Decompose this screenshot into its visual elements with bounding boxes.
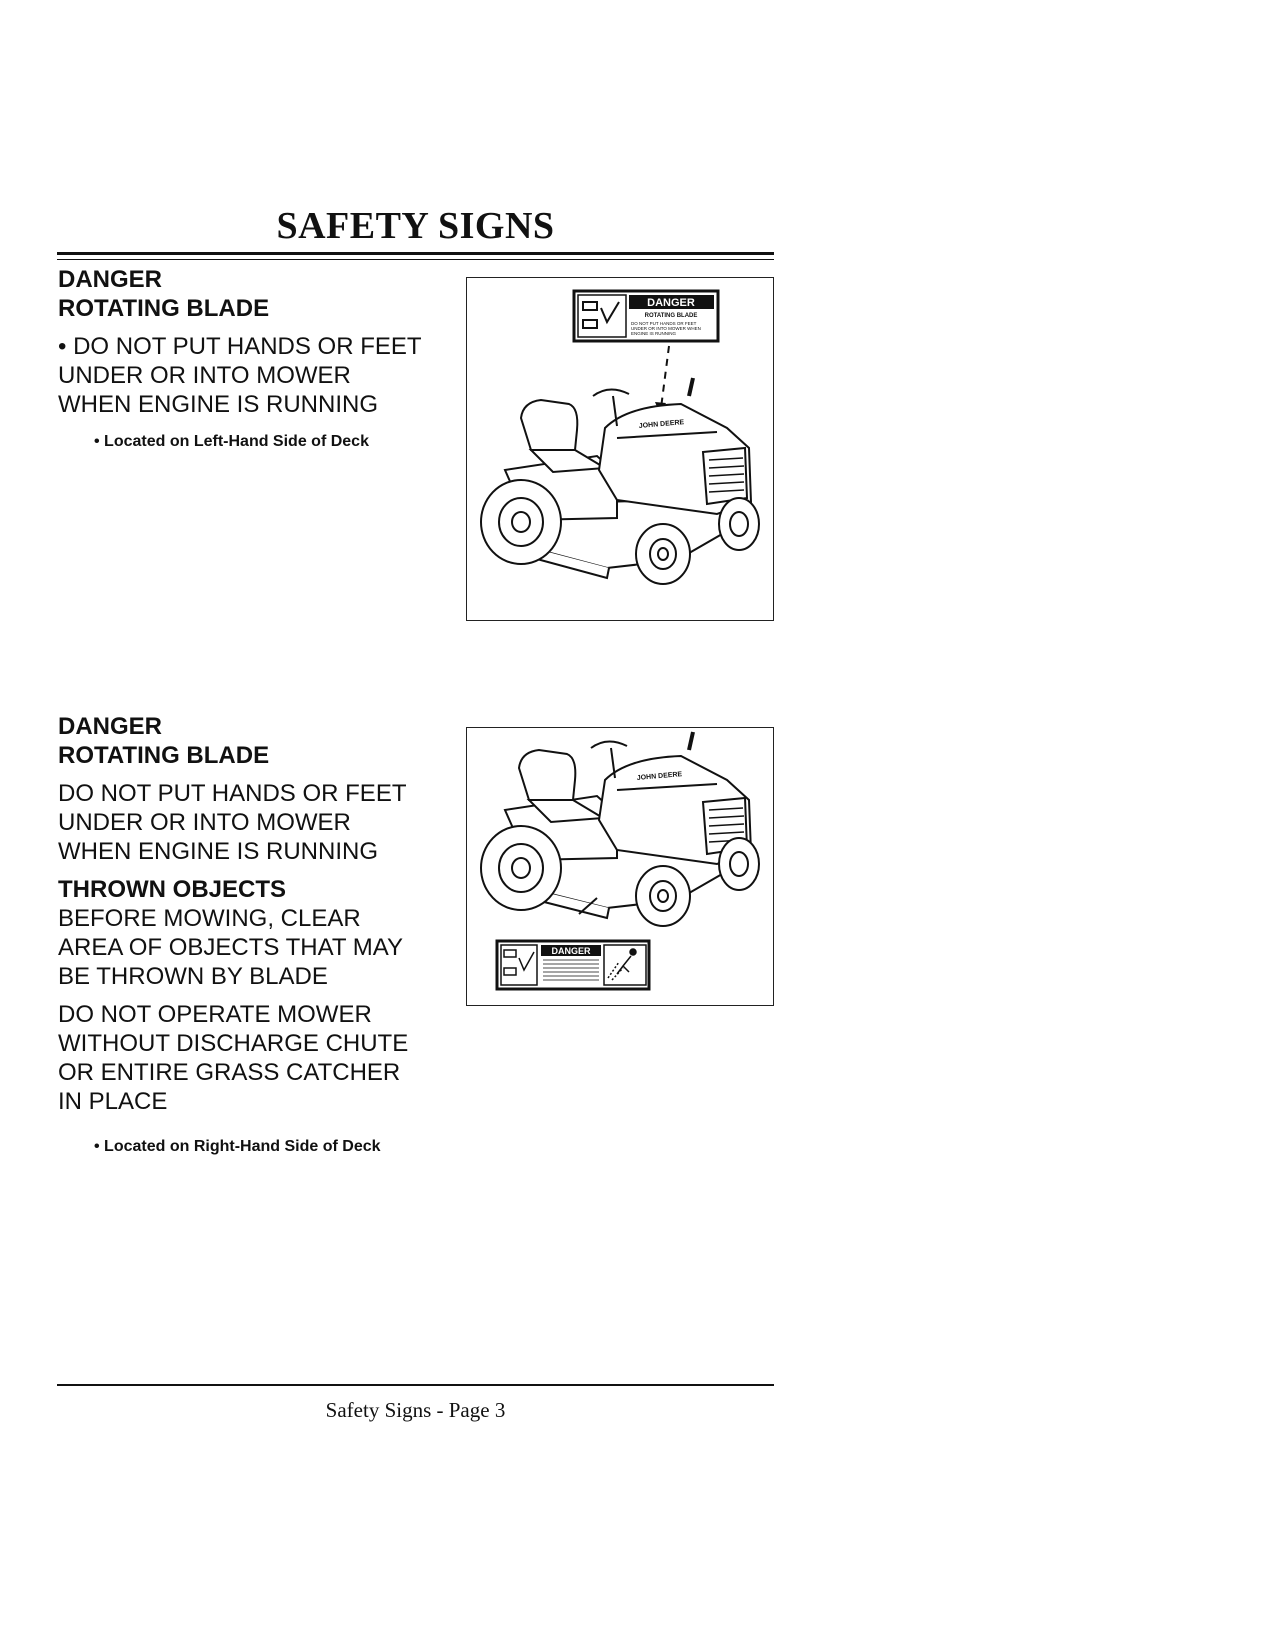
danger-heading: DANGER [58,266,163,293]
page-title: SAFETY SIGNS [276,205,555,247]
decal-line-1: DO NOT PUT HANDS OR FEET [631,321,697,326]
instruction-text: • DO NOT PUT HANDS OR FEET UNDER OR INTO MOWER WHEN ENGINE IS RUNNING [58,333,422,418]
location-note: • Located on Left-Hand Side of Deck [94,433,369,450]
decal-subtitle: ROTATING BLADE [644,313,698,319]
safety-sign-section-left [58,265,458,451]
thrown-objects-heading: THROWN OBJECTS [58,876,286,903]
tractor-brand-label: JOHN DEERE [636,771,683,782]
footer-rule [57,1384,774,1386]
decal-line-3: ENGINE IS RUNNING [631,331,677,336]
thrown-objects-text: BEFORE MOWING, CLEAR AREA OF OBJECTS THAT MAY BE THROWN BY BLADE [58,905,403,990]
riding-mower-icon [481,732,759,926]
figure-left-deck-decal [466,277,774,621]
riding-mower-icon [481,378,759,584]
danger-decal-left [574,291,718,341]
decal-line-2: UNDER OR INTO MOWER WHEN [631,326,701,331]
hazard-heading: ROTATING BLADE [58,742,270,769]
page-footer: Safety Signs - Page 3 [325,1398,506,1422]
title-rule-thick [57,252,774,255]
title-rule-thin [57,259,774,260]
tractor-illustration-right [467,728,773,1005]
safety-sign-section-right [58,712,458,1156]
decal-title: DANGER [647,297,695,309]
danger-decal-right [497,941,649,989]
decal-title: DANGER [551,946,591,956]
figure-right-deck-decal [466,727,774,1006]
tractor-brand-label: JOHN DEERE [638,419,685,430]
hazard-heading: ROTATING BLADE [58,295,270,322]
tractor-illustration-left [467,278,773,620]
discharge-chute-text: DO NOT OPERATE MOWER WITHOUT DISCHARGE CHUTE OR ENTIRE GRASS CATCHER IN PLACE [58,1001,409,1115]
danger-heading: DANGER [58,713,163,740]
location-note: • Located on Right-Hand Side of Deck [94,1138,381,1155]
instruction-text: DO NOT PUT HANDS OR FEET UNDER OR INTO MOWER WHEN ENGINE IS RUNNING [58,780,407,865]
